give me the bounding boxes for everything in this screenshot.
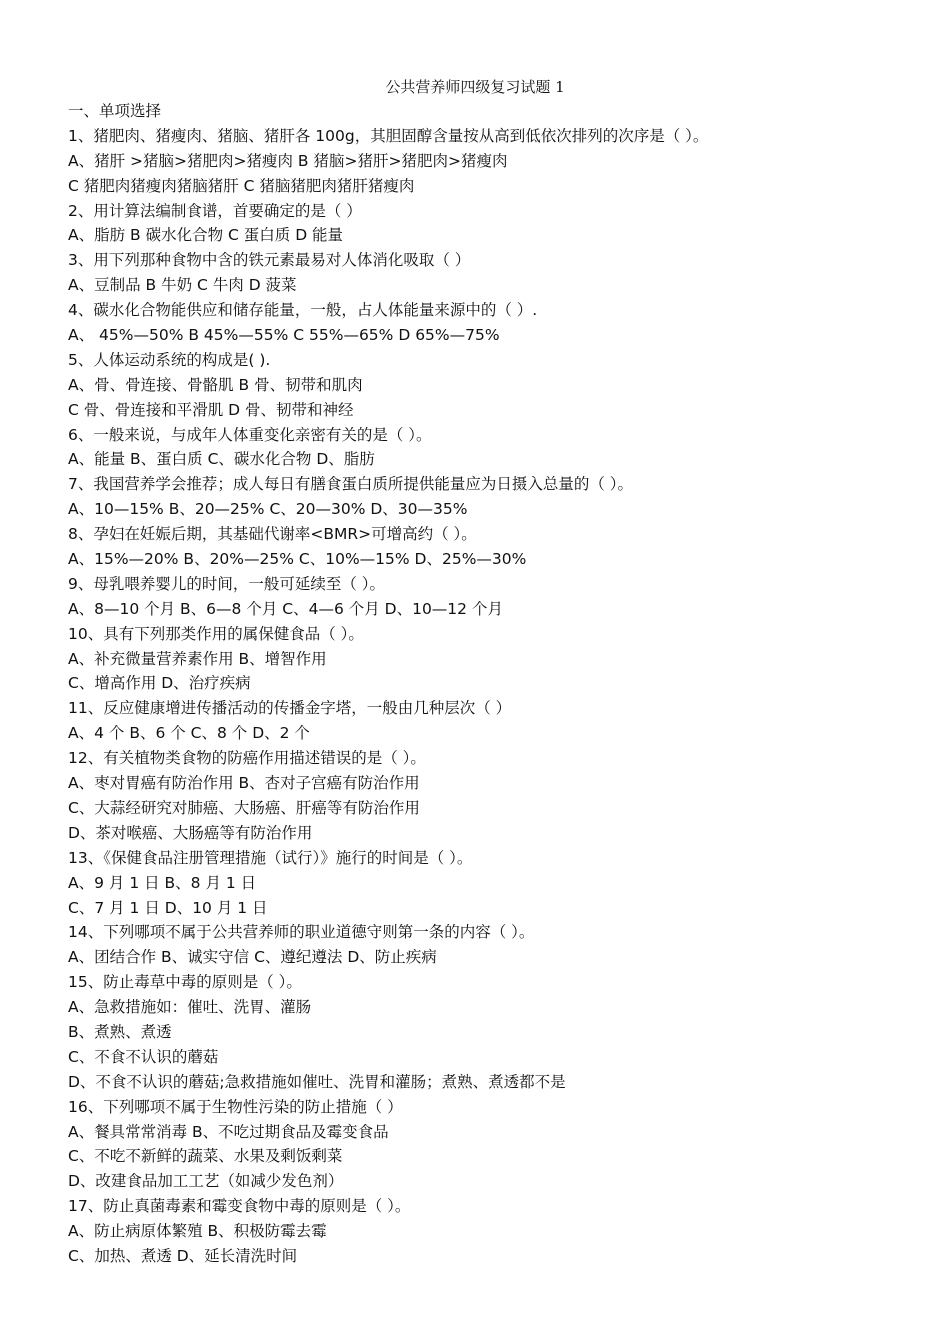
- question-options: A、15%—20% B、20%—25% C、10%—15% D、25%—30%: [68, 550, 527, 569]
- question-options: A、8—10 个月 B、6—8 个月 C、4—6 个月 D、10—12 个月: [68, 599, 503, 618]
- question-options: A、防止病原体繁殖 B、积极防霉去霉: [68, 1222, 327, 1241]
- question-options: A、猪肝 >猪脑>猪肥肉>猪瘦肉 B 猪脑>猪肝>猪肥肉>猪瘦肉: [68, 151, 508, 170]
- question-options: A、4 个 B、6 个 C、8 个 D、2 个: [68, 724, 310, 743]
- question-stem: 14、下列哪项不属于公共营养师的职业道德守则第一条的内容（ ）。: [68, 923, 535, 942]
- question-options: C、加热、煮透 D、延长清洗时间: [68, 1246, 298, 1265]
- question-options: A、10—15% B、20—25% C、20—30% D、30—35%: [68, 500, 468, 519]
- question-options: C、增高作用 D、治疗疾病: [68, 674, 251, 693]
- question-options: C 骨、骨连接和平滑肌 D 骨、韧带和神经: [68, 400, 354, 419]
- question-options: D、茶对喉癌、大肠癌等有防治作用: [68, 823, 313, 842]
- question-stem: 7、我国营养学会推荐；成人每日有膳食蛋白质所提供能量应为日摄入总量的（ ）。: [68, 475, 634, 494]
- question-options: B、煮熟、煮透: [68, 1022, 172, 1041]
- question-options: D、不食不认识的蘑菇;急救措施如催吐、洗胃和灌肠；煮熟、煮透都不是: [68, 1072, 566, 1091]
- question-options: D、改建食品加工工艺（如减少发色剂）: [68, 1172, 344, 1191]
- question-options: A、补充微量营养素作用 B、增智作用: [68, 649, 327, 668]
- question-stem: 5、人体运动系统的构成是( ).: [68, 350, 271, 369]
- question-stem: 13、《保健食品注册管理措施（试行）》施行的时间是（ ）。: [68, 848, 473, 867]
- question-options: A、能量 B、蛋白质 C、碳水化合物 D、脂肪: [68, 450, 375, 469]
- question-stem: 4、碳水化合物能供应和储存能量，一般，占人体能量来源中的（ ）.: [68, 301, 538, 320]
- section-heading: 一、单项选择: [68, 102, 162, 120]
- question-options: C 猪肥肉猪瘦肉猪脑猪肝 C 猪脑猪肥肉猪肝猪瘦肉: [68, 176, 415, 195]
- question-list: [68, 99, 928, 1269]
- question-options: A、脂肪 B 碳水化合物 C 蛋白质 D 能量: [68, 226, 344, 245]
- question-stem: 6、一般来说，与成年人体重变化亲密有关的是（ ）。: [68, 425, 432, 444]
- question-options: A、骨、骨连接、骨骼肌 B 骨、韧带和肌肉: [68, 375, 363, 394]
- question-options: A、 45%—50% B 45%—55% C 55%—65% D 65%—75%: [68, 326, 500, 345]
- question-stem: 12、有关植物类食物的防癌作用描述错误的是（ ）。: [68, 749, 426, 768]
- question-options: A、9 月 1 日 B、8 月 1 日: [68, 873, 257, 892]
- question-stem: 3、用下列那种食物中含的铁元素最易对人体消化吸取（ ）: [68, 251, 471, 270]
- document-title: 公共营养师四级复习试题 1: [385, 78, 565, 96]
- question-options: A、餐具常常消毒 B、不吃过期食品及霉变食品: [68, 1122, 389, 1141]
- question-stem: 17、防止真菌毒素和霉变食物中毒的原则是（ ）。: [68, 1197, 411, 1216]
- question-stem: 10、具有下列那类作用的属保健食品（ ）。: [68, 624, 364, 643]
- question-options: A、团结合作 B、诚实守信 C、遵纪遵法 D、防止疾病: [68, 948, 437, 967]
- question-stem: 2、用计算法编制食谱，首要确定的是（ ）: [68, 201, 362, 220]
- question-options: A、急救措施如：催吐、洗胃、灌肠: [68, 998, 312, 1017]
- question-stem: 9、母乳喂养婴儿的时间，一般可延续至（ ）。: [68, 574, 386, 593]
- question-options: C、大蒜经研究对肺癌、大肠癌、肝癌等有防治作用: [68, 798, 420, 817]
- question-stem: 1、猪肥肉、猪瘦肉、猪脑、猪肝各 100g，其胆固醇含量按从高到低依次排列的次序是（ ）。: [68, 126, 709, 145]
- question-stem: 8、孕妇在妊娠后期，其基础代谢率<BMR>可增高约（ ）。: [68, 525, 477, 544]
- question-options: A、豆制品 B 牛奶 C 牛肉 D 菠菜: [68, 276, 297, 295]
- question-stem: 11、反应健康增进传播活动的传播金字塔，一般由几种层次（ ）: [68, 699, 512, 718]
- question-options: C、7 月 1 日 D、10 月 1 日: [68, 898, 268, 917]
- question-options: A、枣对胃癌有防治作用 B、杏对子宫癌有防治作用: [68, 774, 420, 793]
- question-stem: 15、防止毒草中毒的原则是（ ）。: [68, 973, 302, 992]
- question-stem: 16、下列哪项不属于生物性污染的防止措施（ ）: [68, 1097, 403, 1116]
- question-options: C、不吃不新鲜的蔬菜、水果及剩饭剩菜: [68, 1147, 343, 1166]
- question-options: C、不食不认识的蘑菇: [68, 1047, 219, 1066]
